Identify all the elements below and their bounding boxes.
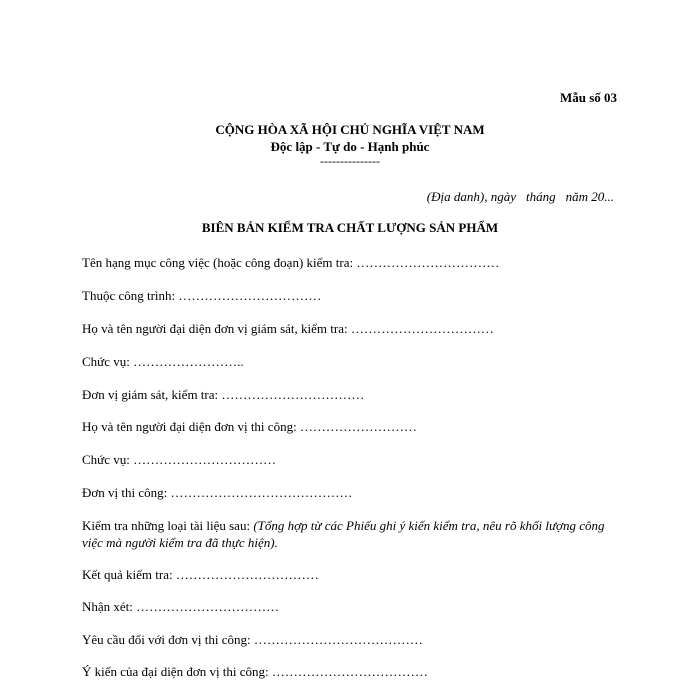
documents-label: Kiểm tra những loại tài liệu sau: — [82, 518, 254, 533]
place-label: (Địa danh), ngày — [426, 189, 516, 204]
field-contractor-opinion: Ý kiến của đại diện đơn vị thi công: ……………………………… — [82, 664, 428, 679]
field-work-item: Tên hạng mục công việc (hoặc công đoạn) kiểm tra: …………………………… — [82, 255, 500, 270]
month-label: tháng — [525, 189, 556, 204]
field-project: Thuộc công trình: …………………………… — [82, 288, 322, 303]
field-contractor-unit: Đơn vị thi công: …………………………………… — [82, 485, 353, 500]
field-contractor-position: Chức vụ: …………………………… — [82, 452, 277, 467]
year-label: năm 20... — [565, 189, 614, 204]
documents-note: (Tổng hợp từ các Phiếu ghi ý kiến kiểm tra, nêu rõ khối lượng công việc mà người kiểm tra đã thực hiện). — [82, 518, 605, 550]
form-number: Mẫu số 03 — [559, 90, 617, 105]
field-contractor-name: Họ và tên người đại diện đơn vị thi công: ……………………… — [82, 419, 417, 434]
field-documents — [82, 517, 612, 551]
document-title: BIÊN BẢN KIỂM TRA CHẤT LƯỢNG SẢN PHẨM — [201, 220, 499, 235]
field-result: Kết quả kiểm tra: …………………………… — [82, 567, 319, 582]
place-date-line — [427, 189, 614, 205]
field-supervisor-position: Chức vụ: …………………….. — [82, 354, 244, 369]
national-title: CỘNG HÒA XÃ HỘI CHỦ NGHĨA VIỆT NAM — [215, 122, 485, 137]
field-supervisor-unit: Đơn vị giám sát, kiểm tra: …………………………… — [82, 387, 365, 402]
header-divider: --------------- — [320, 154, 380, 168]
national-motto: Độc lập - Tự do - Hạnh phúc — [270, 139, 430, 154]
field-remarks: Nhận xét: …………………………… — [82, 599, 280, 614]
field-requests: Yêu cầu đối với đơn vị thi công: ………………………………… — [82, 632, 423, 647]
field-supervisor-name: Họ và tên người đại diện đơn vị giám sát, kiểm tra: …………………………… — [82, 321, 494, 336]
